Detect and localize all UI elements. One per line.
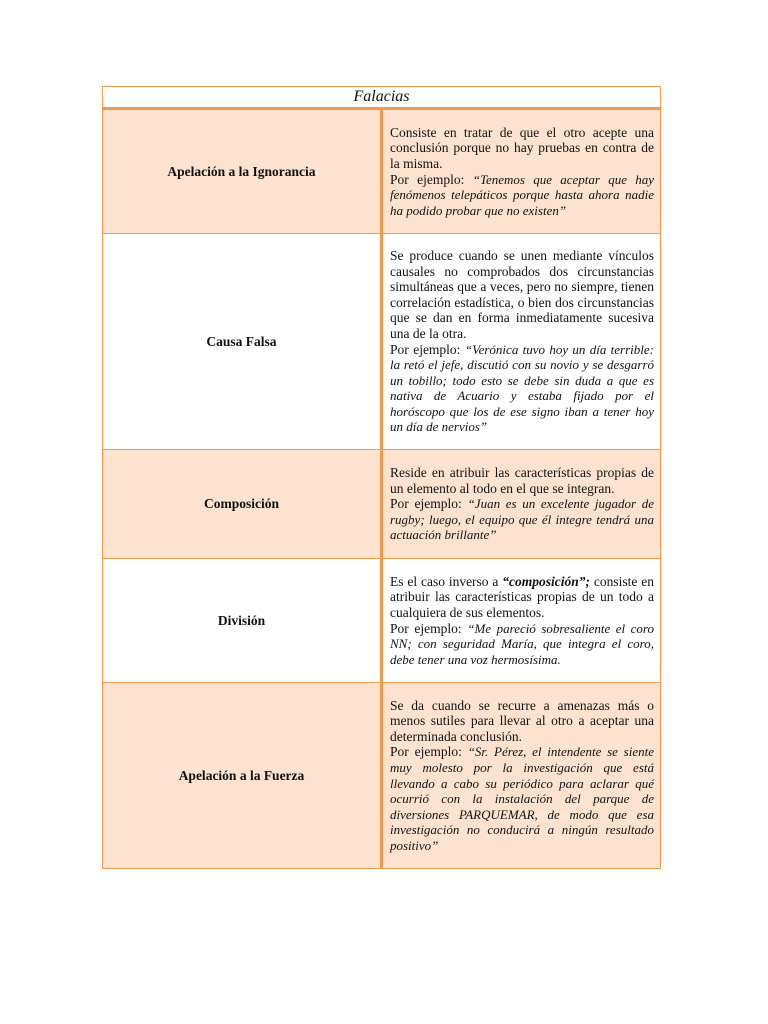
fallacy-example: “Tenemos que aceptar que hay fenómenos telepáticos porque hasta ahora nadie ha podido probar que no existen”: [390, 171, 654, 218]
example-prefix: Por ejemplo:: [390, 496, 468, 512]
table-row: [103, 559, 661, 683]
fallacy-name: División: [103, 559, 382, 683]
fallacy-example: “Sr. Pérez, el intendente se siente muy molesto por la investigación que está llevando a cabo su periódico para aclarar qué ocurrió con la instalación del parque de diversiones PARQUEMAR, de modo que esa investigación no conducirá a ningún resultado positivo”: [390, 744, 654, 853]
fallacy-example: “Me pareció sobresaliente el coro NN; con seguridad María, que integra el coro, debe tener una voz hermosísima.: [390, 620, 654, 667]
example-prefix: Por ejemplo:: [390, 171, 473, 187]
fallacy-definition: Se produce cuando se unen mediante vínculos causales no comprobados dos circunstancias simultáneas que a veces, pero no siempre, tienen correlación estadística, o bien dos circunstancias que se dan en forma inmediatamente sucesiva una de la otra.: [390, 247, 654, 341]
fallacy-definition-emphasis: “composición”;: [502, 573, 591, 589]
document-page: [102, 86, 661, 869]
fallacy-definition: Reside en atribuir las características propias de un elemento al todo en el que se integran.: [390, 465, 654, 496]
fallacy-name: Composición: [103, 450, 382, 559]
fallacy-description: [382, 450, 661, 559]
fallacy-example: “Juan es un excelente jugador de rugby; luego, el equipo que él integre tendrá una actuación brillante”: [390, 496, 654, 543]
fallacy-description: [382, 559, 661, 683]
table-title: Falacias: [103, 87, 661, 109]
example-prefix: Por ejemplo:: [390, 341, 465, 357]
fallacy-description: [382, 234, 661, 450]
fallacy-definition: Se da cuando se recurre a amenazas más o menos sutiles para llevar al otro a aceptar una determinada conclusión.: [390, 697, 654, 744]
fallacy-description: [382, 683, 661, 869]
table-row: [103, 234, 661, 450]
example-prefix: Por ejemplo:: [390, 620, 468, 636]
example-prefix: Por ejemplo:: [390, 744, 468, 760]
fallacy-definition-after: consiste en atribuir las características propias de un todo a cualquiera de sus elementos.: [390, 573, 654, 620]
fallacy-definition: Consiste en tratar de que el otro acepte una conclusión porque no hay pruebas en contra de la misma.: [390, 124, 654, 171]
table-title-row: [103, 87, 661, 109]
fallacy-description: [382, 109, 661, 234]
fallacy-name: Apelación a la Fuerza: [103, 683, 382, 869]
fallacies-table: [102, 86, 661, 869]
table-row: [103, 109, 661, 234]
fallacy-example: “Verónica tuvo hoy un día terrible: la retó el jefe, discutió con su novio y se desgarró un tobillo; todo esto se debe sin duda a que es nativa de Acuario y estaba fijado por el horóscopo que los de ese signo iban a tener hoy un día de nervios”: [390, 341, 654, 435]
table-row: [103, 683, 661, 869]
fallacy-name: Apelación a la Ignorancia: [103, 109, 382, 234]
fallacy-name: Causa Falsa: [103, 234, 382, 450]
fallacy-definition-before: Es el caso inverso a: [390, 573, 503, 589]
table-row: [103, 450, 661, 559]
